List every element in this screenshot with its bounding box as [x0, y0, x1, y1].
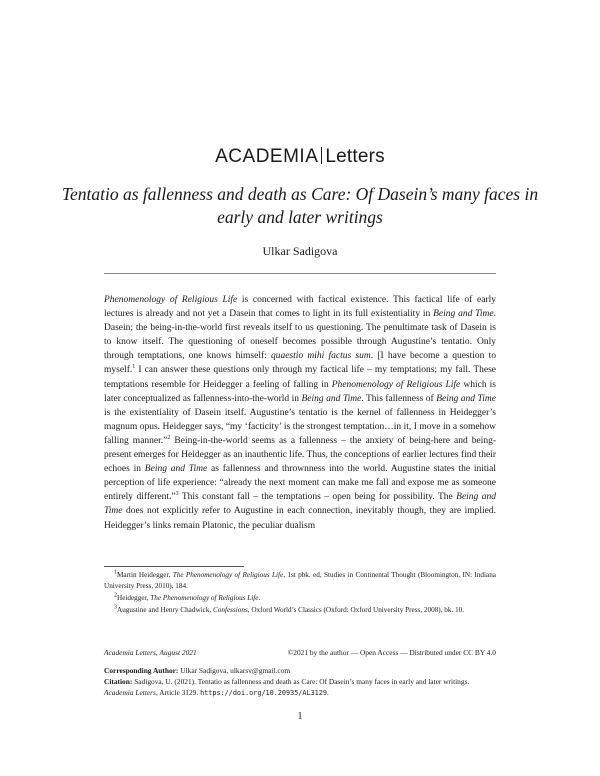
logo-divider [321, 147, 322, 164]
footnote-text: Heidegger, [117, 594, 151, 602]
citation-label: Citation: [104, 677, 133, 686]
footnote-italic: The Phenomenology of Religious Life [150, 594, 259, 602]
citation-text: , Article 3129. [155, 687, 201, 697]
body-italic: Phenomenology of Religious Life [104, 295, 238, 305]
logo-brand: ACADEMIA [215, 146, 319, 167]
citation-text: Sadigova, U. (2021). Tentatio as fallenness and death as Care: Of Dasein’s many faces in early and later writings. [132, 677, 470, 686]
citation-journal: Academia Letters [104, 687, 156, 697]
body-italic: Phenomenology of Religious Life [331, 379, 461, 390]
paper-title: Tentatio as fallenness and death as Care: Of Dasein’s many faces in early and later writings [61, 184, 539, 227]
body-span: does not explicitly refer to Augustine in each connection, inevitably though, they are implied. Heidegger’s links remain Platonic, the peculiar dualism [104, 506, 496, 531]
logo-section: Letters [325, 146, 385, 167]
body-span: This constant fall – the temptations – open being for possibility. The [178, 492, 457, 503]
doi-link[interactable]: https://doi.org/10.20935/AL3129 [200, 688, 327, 697]
footnote-italic: Confessions [213, 606, 248, 614]
body-span: I can answer these questions only through my factical life – my temptations; my fall. These temptations resemble for Heidegger a feeling of falling in [104, 365, 496, 390]
body-italic: Being and Time [436, 393, 497, 404]
body-italic: Being and Time [433, 309, 494, 320]
body-italic: Being and Time [104, 492, 496, 517]
footnote-number: 2 [114, 592, 117, 599]
footnote-ref-2[interactable]: 2 [167, 434, 171, 441]
footnote-number: 1 [114, 569, 117, 576]
body-span: is the existentiality of Dasein itself. Augustine’s tentatio is the kernel of fallenness in Heidegger’s magnum opus. Heidegger says, “my ‘facticity’ is the strongest temptation…in it, I move in a somehow falling manner.” [104, 407, 496, 446]
journal-issue: Academia Letters, August 2021 [104, 648, 197, 657]
footnote-1 [104, 570, 496, 592]
body-italic: Being and Time [144, 464, 208, 475]
body-paragraph [104, 293, 496, 533]
license-notice: ©2021 by the author — Open Access — Distributed under CC BY 4.0 [287, 648, 496, 657]
footnote-text: , Oxford World’s Classics (Oxford: Oxford University Press, 2008), bk. 10. [247, 606, 465, 614]
page-number: 1 [297, 711, 303, 722]
footnote-number: 3 [114, 604, 117, 611]
footnote-text: . [258, 594, 261, 602]
body-italic: Being and Time [301, 393, 362, 404]
footnote-ref-1[interactable]: 1 [132, 364, 136, 371]
corresponding-author [104, 666, 496, 677]
footnote-divider [104, 566, 244, 567]
citation-text: . [326, 687, 329, 697]
author-name: Ulkar Sadigova [262, 244, 338, 258]
footnote-text: Martin Heidegger, [117, 571, 173, 579]
footnote-2 [104, 593, 496, 604]
body-span: . [I have become a question to myself. [104, 351, 496, 376]
title-divider [104, 273, 496, 274]
body-span: . This fallenness of [361, 393, 437, 404]
body-italic: quaestio mihi factus sum [271, 351, 371, 362]
journal-footer [104, 648, 496, 657]
footnote-ref-3[interactable]: 3 [175, 491, 179, 498]
footnote-text: , 1st pbk. ed, Studies in Continental Thought (Bloomington, IN: Indiana University Press, 2010), 184. [104, 571, 496, 590]
body-span: . Dasein; the being-in-the-world first reveals itself to us questioning. The penultimate task of Dasein is to know itself. The questioning of oneself becomes possible through Augustine’s tentatio. Only through temptations, one knows himself: [104, 309, 497, 362]
citation [104, 677, 496, 698]
corresponding-author-value: Ulkar Sadigova, ulkarsv@gmail.com [178, 666, 291, 675]
corresponding-author-label: Corresponding Author: [104, 666, 179, 675]
body-text [104, 293, 496, 533]
academia-letters-logo [0, 146, 600, 168]
footnote-text: Augustine and Henry Chadwick, [117, 606, 214, 614]
footnote-italic: The Phenomenology of Religious Life [172, 571, 284, 579]
body-span: is concerned with factical existence. This factical life of early lectures is already and not yet a Dasein that comes to light in its full existentiality in [104, 295, 496, 320]
body-span: Being-in-the-world seems as a fallenness – the anxiety of being-here and being-present emerges for Heidegger as an inauthentic life. Thus, the conceptions of earlier lectures find their echoes in [104, 435, 496, 475]
footnote-3 [104, 605, 496, 616]
body-span: which is later conceptualized as fallenness-into-the-world in [104, 379, 496, 404]
body-span: as fallenness and thrownness into the world. Augustine states the initial perception of life experience: “already the next moment can make me fall and expose me as someone entirely different.” [104, 464, 496, 503]
